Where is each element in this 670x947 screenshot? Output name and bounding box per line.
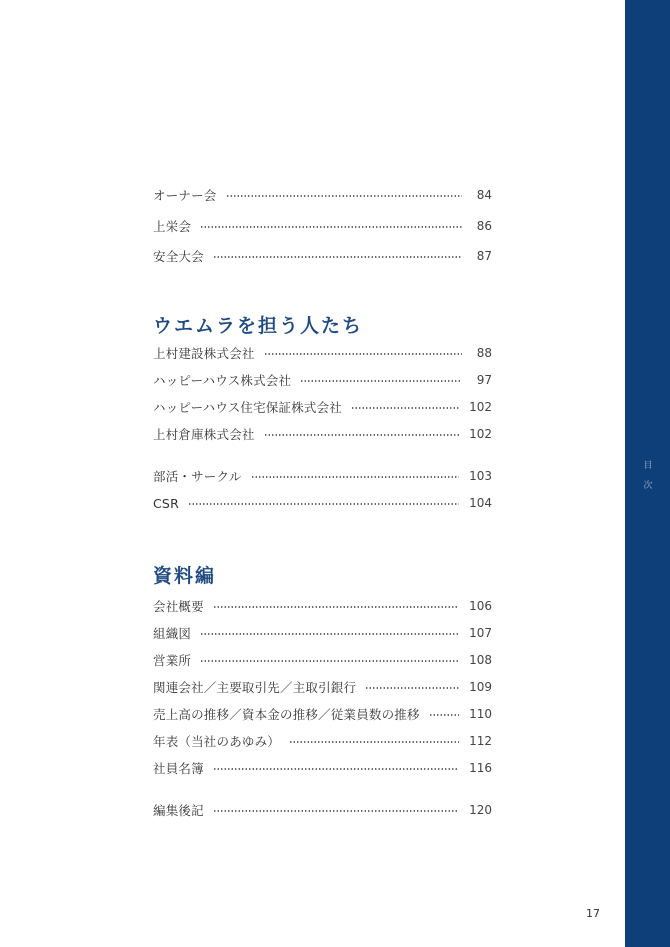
toc-entry-label: 編集後記 <box>153 803 204 818</box>
toc-entry-page: 87 <box>476 249 492 263</box>
dot-leader <box>365 687 459 689</box>
toc-entry[interactable] <box>153 247 492 265</box>
sidebar-label-char: 次 <box>643 481 653 491</box>
toc-entry-page: 112 <box>469 734 492 748</box>
dot-leader <box>200 660 459 662</box>
toc-entry[interactable] <box>153 732 492 750</box>
toc-entry-page: 120 <box>469 803 492 817</box>
toc-entry[interactable] <box>153 705 492 723</box>
dot-leader <box>213 256 462 258</box>
toc-entry-label: 組織図 <box>153 626 192 641</box>
toc-entry[interactable] <box>153 624 492 642</box>
sidebar-label-char: 目 <box>643 461 653 471</box>
dot-leader <box>264 434 459 436</box>
dot-leader <box>264 353 462 355</box>
dot-leader <box>300 380 462 382</box>
toc-entry-label: 上栄会 <box>153 219 192 234</box>
toc-entry-label: 売上高の推移／資本金の推移／従業員数の推移 <box>153 707 420 722</box>
toc-entry-label: 社員名簿 <box>153 761 204 776</box>
page-number: 17 <box>586 907 600 920</box>
sidebar-label <box>643 456 653 496</box>
dot-leader <box>188 503 459 505</box>
toc-entry-page: 102 <box>469 427 492 441</box>
toc-entry-page: 103 <box>469 469 492 483</box>
dot-leader <box>213 768 459 770</box>
toc-entry[interactable] <box>153 217 492 235</box>
dot-leader <box>200 226 462 228</box>
toc-entry[interactable] <box>153 678 492 696</box>
toc-entry-label: 上村倉庫株式会社 <box>153 427 255 442</box>
toc-entry-page: 106 <box>469 599 492 613</box>
toc-entry-label: 営業所 <box>153 653 192 668</box>
toc-entry-label: 上村建設株式会社 <box>153 346 255 361</box>
dot-leader <box>251 476 460 478</box>
toc-entry[interactable] <box>153 467 492 485</box>
toc-entry-page: 104 <box>469 496 492 510</box>
toc-entry-label: 部活・サークル <box>153 469 242 484</box>
toc-entry-page: 110 <box>469 707 492 721</box>
toc-entry[interactable] <box>153 371 492 389</box>
toc-entry[interactable] <box>153 186 492 204</box>
toc-entry-page: 107 <box>469 626 492 640</box>
toc-entry-page: 84 <box>476 188 492 202</box>
dot-leader <box>429 714 459 716</box>
dot-leader <box>213 810 459 812</box>
toc-entry-page: 102 <box>469 400 492 414</box>
toc-entry[interactable] <box>153 759 492 777</box>
toc-entry-label: 関連会社／主要取引先／主取引銀行 <box>153 680 357 695</box>
toc-entry-label: 安全大会 <box>153 249 204 264</box>
toc-entry[interactable] <box>153 398 492 416</box>
toc-entry-page: 116 <box>469 761 492 775</box>
toc-entry-label: 会社概要 <box>153 599 204 614</box>
toc-entry-label: ハッピーハウス株式会社 <box>153 373 292 388</box>
toc-entry-page: 97 <box>476 373 492 387</box>
dot-leader <box>351 407 459 409</box>
section-heading: 資料編 <box>153 565 217 587</box>
toc-entry-page: 88 <box>476 346 492 360</box>
toc-entry[interactable] <box>153 651 492 669</box>
toc-entry-page: 109 <box>469 680 492 694</box>
section-heading: ウエムラを担う人たち <box>153 315 364 337</box>
toc-entry-page: 108 <box>469 653 492 667</box>
dot-leader <box>226 195 462 197</box>
toc-entry-label: オーナー会 <box>153 188 217 203</box>
toc-entry-page: 86 <box>476 219 492 233</box>
toc-entry-label: CSR <box>153 495 179 511</box>
toc-entry[interactable] <box>153 801 492 819</box>
dot-leader <box>213 606 459 608</box>
toc-entry-label: ハッピーハウス住宅保証株式会社 <box>153 400 343 415</box>
toc-entry[interactable] <box>153 597 492 615</box>
toc-entry[interactable] <box>153 494 492 512</box>
dot-leader <box>200 633 459 635</box>
dot-leader <box>289 741 459 743</box>
toc-entry-label: 年表（当社のあゆみ） <box>153 734 281 749</box>
toc-entry[interactable] <box>153 425 492 443</box>
toc-entry[interactable] <box>153 344 492 362</box>
